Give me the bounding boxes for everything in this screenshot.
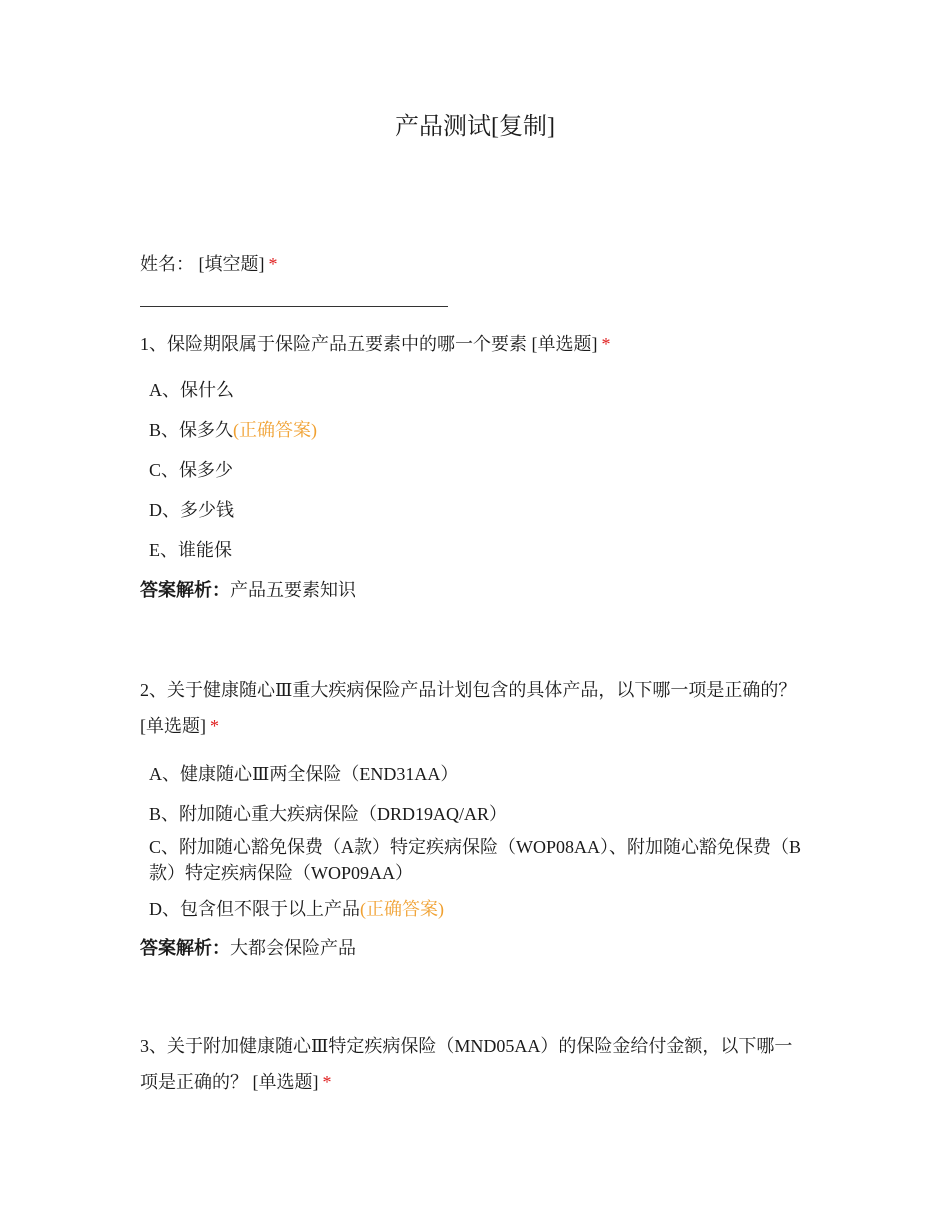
question-2 (140, 672, 802, 968)
correct-answer-tag: (正确答案) (233, 420, 318, 440)
options-list (140, 370, 802, 570)
question-text: 3、关于附加健康随心Ⅲ特定疾病保险（MND05AA）的保险金给付金额，以下哪一项是正确的？ (140, 1036, 793, 1092)
answer-analysis (140, 570, 802, 610)
option-a[interactable] (140, 370, 802, 410)
question-3 (140, 1028, 802, 1100)
analysis-text: 大都会保险产品 (230, 938, 356, 958)
analysis-label: 答案解析： (140, 938, 230, 958)
required-mark: * (601, 334, 611, 354)
question-title (140, 330, 802, 358)
options-list (140, 754, 802, 924)
option-label: D、包含但不限于以上产品 (149, 899, 360, 919)
option-label: C、附加随心豁免保费（A款）特定疾病保险（WOP08AA）、附加随心豁免保费（B款）特定疾病保险（WOP09AA） (149, 837, 802, 883)
option-b[interactable] (140, 410, 802, 450)
option-d[interactable] (140, 490, 802, 530)
required-mark: * (268, 254, 278, 274)
required-mark: * (210, 716, 219, 736)
option-c[interactable] (140, 450, 802, 490)
name-input-line[interactable] (140, 306, 448, 307)
option-label: B、附加随心重大疾病保险（DRD19AQ/AR） (149, 804, 508, 824)
question-title (140, 672, 802, 744)
question-1 (140, 330, 802, 610)
option-label: D、多少钱 (149, 500, 234, 520)
page-title: 产品测试[复制] (395, 114, 555, 140)
option-label: A、保什么 (149, 380, 234, 400)
name-question (140, 250, 278, 278)
option-c[interactable] (140, 834, 802, 894)
question-title (140, 1028, 802, 1100)
option-label: A、健康随心Ⅲ两全保险（END31AA） (149, 764, 459, 784)
option-b[interactable] (140, 794, 802, 834)
option-d[interactable] (140, 894, 802, 924)
name-question-type: [填空题] (198, 254, 265, 274)
option-a[interactable] (140, 754, 802, 794)
question-type: [单选题] (140, 716, 206, 736)
question-type: [单选题] (252, 1072, 319, 1092)
question-text: 1、保险期限属于保险产品五要素中的哪一个要素 (140, 334, 527, 354)
option-e[interactable] (140, 530, 802, 570)
answer-analysis (140, 928, 802, 968)
analysis-label: 答案解析： (140, 580, 230, 600)
question-type: [单选题] (531, 334, 598, 354)
correct-answer-tag: (正确答案) (360, 899, 444, 919)
option-label: B、保多久 (149, 420, 234, 440)
analysis-text: 产品五要素知识 (230, 580, 356, 600)
required-mark: * (322, 1072, 332, 1092)
option-label: C、保多少 (149, 460, 234, 480)
option-label: E、谁能保 (149, 540, 232, 560)
name-label: 姓名： (140, 254, 194, 274)
question-text: 2、关于健康随心Ⅲ重大疾病保险产品计划包含的具体产品，以下哪一项是正确的？ (140, 680, 797, 700)
